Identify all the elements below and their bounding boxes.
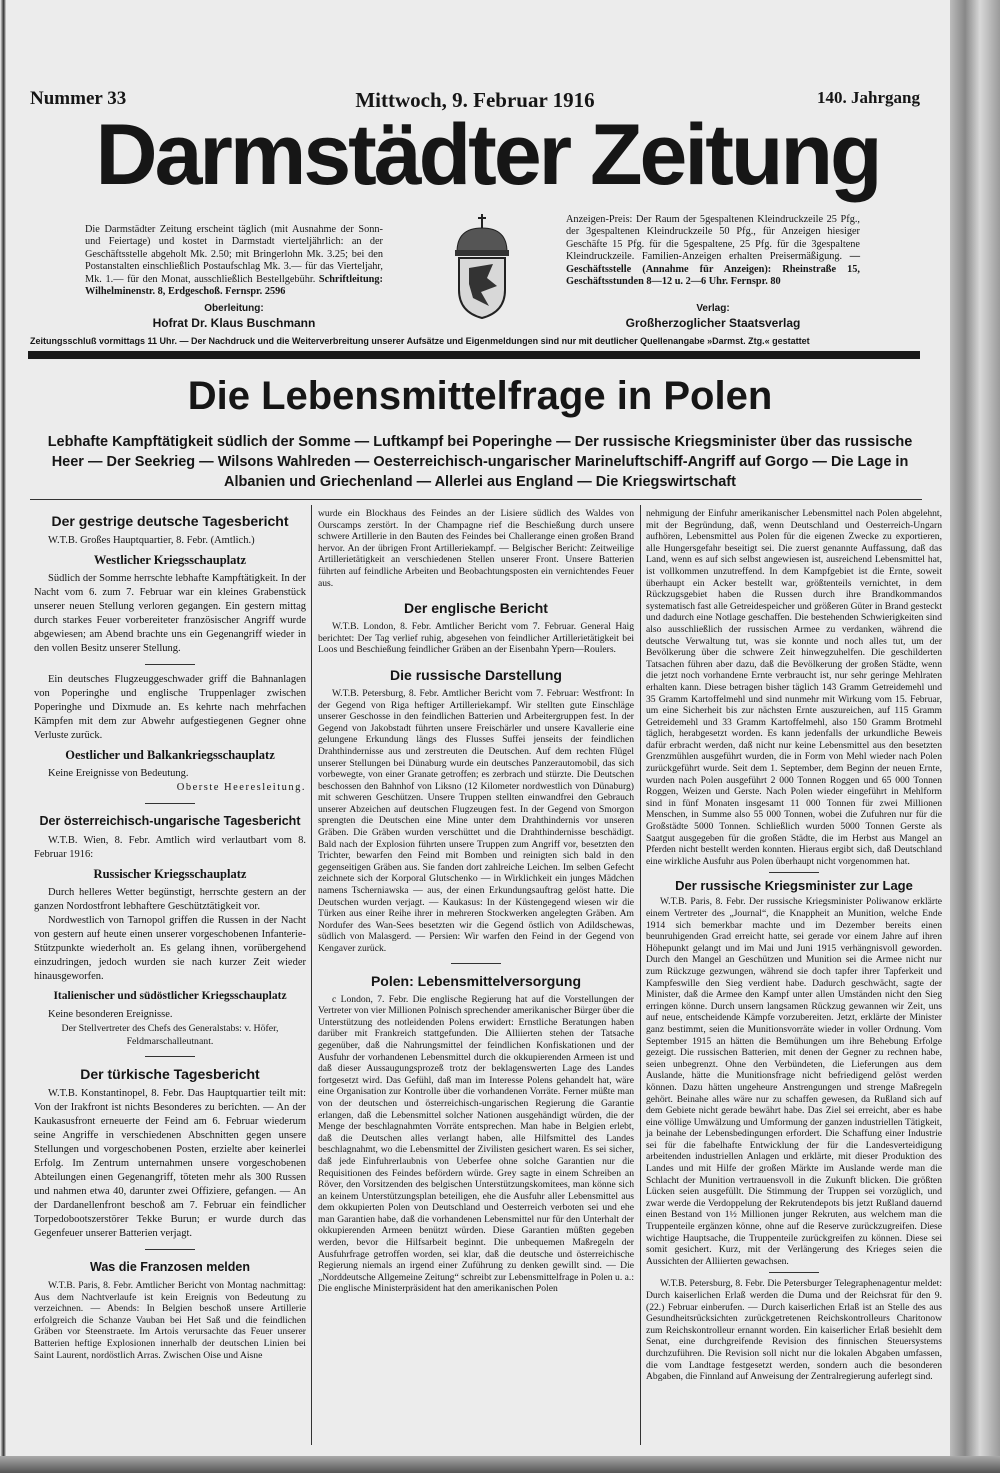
masthead: Darmstädter Zeitung <box>95 107 880 203</box>
signature: Der Stellvertreter des Chefs des Generalstabs: v. Höfer, Feldmarschalleutnant. <box>61 1023 279 1047</box>
column-3 <box>646 508 942 1383</box>
paragraph: nehmigung der Einfuhr amerikanischer Lebensmittel nach Polen abgelehnt, mit der Begründung, daß, wenn Deutschland und Oesterreich-Ungarn aufhören, Lebensmittel aus Polen für die eigenen Zwecke zu exportieren, alle Hungersgefahr beseitigt sei. Die zuerst genannte Auffassung, daß das Land, wenn es auf sich selbst angewiesen ist, ausreichend Lebensmittel hat, ist vollkommen unzutreffend. In dem Kampfgebiet ist die Ernte, soweit überhaupt ein Acker bestellt war, größtenteils vernichtet, in dem Rückzugsgebiet haben die Russen durch ihre Brandkommandos systematisch fast alle Getreidespeicher und größeren Güter in Brand gesteckt und dadurch eine Notlage geschaffen. Die bestehenden Schwierigkeiten sind also ausschließlich der russischen Armee zu verdanken, während die deutsche Verwaltung tut, was sie konnte und noch alles tut, um der Bevölkerung über die schwere Zeit hinwegzuhelfen. Die geschilderten Tatsachen führen aber dazu, daß die Bevölkerung der großen Städte, wenn die jetzt noch vorhandene Ernte verbraucht ist, nur sehr geringe Mehlraten erhalten kann. Diese betragen bisher täglich 143 Gramm Getreidemehl und 35 Gramm Kartoffelmehl und sind nunmehr mit Wirkung vom 15. Februar, um eine Sicherheit bis zur nächsten Ernte auszureichen, auf 115 Gramm Getreidemehl und 33 Gramm Kartoffelmehl, also 150 Gramm Brotmehl täglich, herabgesetzt worden. Es kann jedenfalls der urkundliche Beweis dafür erbracht werden, daß nicht nur keine Lebensmittel aus den besetzten Grenzmühlen ausgeführt wurden, die in Form von Mehl wieder nach Polen zurückgeführt wurde. Seit dem 1. September, dem Beginn der neuen Ernte, wurden nach Polen ausgeführt 2 000 Tonnen Roggen und 65 000 Tonnen Roggen, Weizen und Gerste. Nach Polen wieder eingeführt in Mehlform sind in fünf Monaten insgesamt 11 000 Tonnen für zwei Millionen Menschen, in Summe also 55 000 Tonnen, wobei die Zufuhren nur für die Großstädte 5000 Tonnen. Schließlich wurden 5000 Tonnen Gerste als Saatgut ausgegeben für die großen Städte, die im Herbst aus Mangel an Pferden nicht bestellt werden konnten. Hieraus ergibt sich, daß Deutschland eine wirkliche Ausfuhr aus Polen überhaupt nicht vorgenommen hat. <box>646 508 942 867</box>
paragraph: Ein deutsches Flugzeuggeschwader griff die Bahnanlagen von Poperinghe und englische Truppenlager zwischen Poperinghe und Dixmude an. Es kehrte nach mehrfachen Kämpfen mit dem zur Abwehr aufgestiegenen Gegner ohne Verluste zurück. <box>34 674 306 741</box>
article-title: Der österreichisch-ungarische Tagesbericht <box>39 814 301 828</box>
main-headline: Die Lebensmittelfrage in Polen <box>187 374 773 418</box>
paragraph: Keine besonderen Ereignisse. <box>48 1009 173 1020</box>
subscription-text: Die Darmstädter Zeitung erscheint täglich (mit Ausnahme der Sonn- und Feiertage) und kostet in Darmstadt vierteljährlich: an der Geschäftsstelle abgeholt Mk. 2.50; mit Bringerlohn Mk. 3.25; bei den Postanstalten einschließlich Postaufschlag Mk. 3.— für das Vierteljahr, Mk. 1.— für den Monat, ausschließlich Bestellgebühr. <box>85 224 383 285</box>
paragraph: W.T.B. Paris, 8. Febr. Amtlicher Bericht von Montag nachmittag: Aus dem Nachtverlaufe ist kein Ereignis von Bedeutung zu verzeichnen. — Abends: In Belgien beschoß unsere Artillerie erfolgreich die Schanze Vauban bei Het Saß und die feindlichen Gräben vor Steenstraete. Im Artois verursachte das Feuer unserer Batterien heftige Explosionen innerhalb der deutschen Linien bei Saint Laurent, nordöstlich Arras. Zwischen Oise und Aisne <box>34 1280 306 1361</box>
divider <box>145 664 195 665</box>
editorial-office: Schriftleitung: Wilhelminenstr. 8, Erdgeschoß. Fernspr. 2596 <box>85 273 383 298</box>
article-title: Der englische Bericht <box>404 600 548 617</box>
column-1 <box>34 508 306 1361</box>
issue-date: Mittwoch, 9. Februar 1916 <box>355 88 595 112</box>
section-subtitle: Italienischer und südöstlicher Kriegsschauplatz <box>53 990 287 1002</box>
divider <box>145 1056 195 1057</box>
divider <box>30 499 922 500</box>
paragraph: W.T.B. Wien, 8. Febr. Amtlich wird verlautbart vom 8. Februar 1916: <box>34 835 306 860</box>
ad-prices-text: Anzeigen-Preis: Der Raum der 5gespaltenen Kleindruckzeile 25 Pfg., der 3gespaltenen Kleindruckzeile 50 Pfg., für Anzeigen hiesiger Geschäfte 15 Pfg. für die 5gespaltene, 25 Pfg. für die 3gespaltene Kleindruckzeile. Familien-Anzeigen erhalten Preisermäßigung. <box>566 214 860 263</box>
page-edge-left <box>0 0 6 1473</box>
article-title: Der russische Kriegsminister zur Lage <box>675 878 913 894</box>
ad-prices <box>566 214 860 288</box>
contents-summary: Lebhafte Kampftätigkeit südlich der Somme — Luftkampf bei Poperinghe — Der russische Kriegsminister über das russische Heer — Der Seekrieg — Wilsons Wahlreden — Oesterreichisch-ungarischer Marineluftschiff-Angriff auf Gorgo — Die Lage in Albanien und Griechenland — Allerlei aus England — Die Kriegswirtschaft <box>47 434 913 490</box>
paragraph: Südlich der Somme herrschte lebhafte Kampftätigkeit. In der Nacht vom 6. zum 7. Februar war ein kleines Grabenstück unserer neuen Stellung verloren gegangen. Ein gestern mittag durch starkes Feuer vorbereiteter französischer Angriff wurde abgewiesen; am Abend brachte uns ein Gegenangriff wieder in den vollen Besitz unserer Stellung. <box>34 573 306 654</box>
coat-of-arms-icon <box>437 212 527 322</box>
paragraph: Keine Ereignisse von Bedeutung. <box>48 768 189 779</box>
column-divider <box>311 505 312 1445</box>
column-divider <box>640 505 641 1445</box>
paragraph: W.T.B. Konstantinopel, 8. Febr. Das Hauptquartier teilt mit: Von der Irakfront ist nichts Besonderes zu berichten. — An der Kaukasusfront erneuerte der Feind am 6. Februar wiederum seine Angriffe in verschiedenen Abschnitten gegen unsere Stellungen und vorgeschobenen Posten, erzielte aber keinerlei Erfolg. Im Zentrum unternahmen unsere vorgeschobenen Abteilungen einen Gegenangriff, töteten mehr als 300 Russen und nahmen etwa 40, darunter zwei Offiziere, gefangen. — An der Dardanellenfront beschoß am 7. Februar ein feindlicher Torpedobootszerstörer Tekke Burun; er wurde durch das Gegenfeuer unserer Batterien verjagt. <box>34 1088 306 1239</box>
divider <box>769 872 819 873</box>
subscription-info <box>85 224 383 298</box>
section-subtitle: Oestlicher und Balkankriegsschauplatz <box>65 748 275 762</box>
section-subtitle: Russischer Kriegsschauplatz <box>93 867 247 881</box>
paragraph: W.T.B. Petersburg, 8. Febr. Die Petersburger Telegraphenagentur meldet: Durch kaiserlichen Erlaß werden die Duma und der Reichsrat für den 9. (22.) Februar einberufen. — Durch kaiserlichen Erlaß ist an Stelle des aus Gesundheitsrücksichten zurückgetretenen Reichskontrolleurs Charitonow zum Reichskontrolleur ernannt worden. Ein kaiserlicher Erlaß besiehlt dem Senat, eine durchgreifende Revision des finnischen Steuersystems durchzuführen. Die Revision soll nicht nur die lokalen Abgaben umfassen, die vom Landtage festgesetzt werden, sondern auch die besonderen Abgaben, die Finnland auf Anweisung der Zentralregierung auferlegt sind. <box>646 1278 942 1383</box>
office-hours: — Geschäftsstelle (Annahme für Anzeigen): Rheinstraße 15, Geschäftsstunden 8—12 u. 2—6 Uhr. Fernspr. 80 <box>566 251 860 288</box>
management-name: Hofrat Dr. Klaus Buschmann <box>152 316 316 330</box>
publisher-name: Großherzoglicher Staatsverlag <box>625 316 801 330</box>
section-subtitle: Westlicher Kriegsschauplatz <box>93 553 247 567</box>
page-bottom-edge <box>0 1456 1000 1473</box>
volume: 140. Jahrgang <box>817 88 920 107</box>
article-title: Was die Franzosen melden <box>90 1260 250 1274</box>
masthead-rule <box>28 351 920 359</box>
paragraph: Durch helleres Wetter begünstigt, herrschte gestern an der ganzen Nordostfront lebhaftere Geschütztätigkeit vor. <box>34 887 306 912</box>
paragraph: W.T.B. Paris, 8. Febr. Der russische Kriegsminister Poliwanow erklärte einem Vertreter des „Journal“, die Knappheit an Munition, welche Ende 1914 sich bemerkbar machte und im Dezember bereits einen beunruhigenden Grad erreicht hatte, sei gerade vor einem Jahre auf ihren Höhepunkt gelangt und im Mai und Juni 1915 verhängnisvoll geworden. Durch den Mangel an Geschützen und Munition sei die Armee nicht nur zum Rückzuge gezwungen, während sie doch tapfer ihrer Tapferkeit und Kampfeswille den Sieg verdient habe. Dadurch geschwächt, sagte der Minister, daß die Armee den Kampf unter allen Umständen nicht den Sieg erringen könne. Durch unsern langsamen Rückzug gewannen wir Zeit, uns auf neue, entscheidende Kämpfe vorzubereiten. Jetzt, erklärte der Minister ganz bestimmt, seien die Munitionsvorräte wieder in voller Ordnung. Vom September 1915 an hätten die Bemühungen um ihre Behebung Erfolge gezeigt. Die russischen Batterien, mit denen der Gegner zu rechnen habe, seien unbegrenzt. Ohne den Verbündeten, die Lieferungen aus dem Auslande, hätte die Munitionsfrage nicht befriedigend gelöst werden können. Dazu hätten ungeheure Anstrengungen und strenge Maßregeln gehört. Beinahe alles wäre nur zu schaffen gewesen, da Rußland sich auf dem Gebiete nicht gerade bewährt habe. Das Ziel sei erreicht, aber es habe eine völlige Umwälzung und Umformung der ganzen industriellen Tätigkeit, ja beinahe der Lebensbedingungen erfordert. Die Schaffung einer Industrie sei für die fabelhafte Entwicklung der für die Landesverteidigung arbeitenden industriellen Anlagen und erklärte, mit dieser Produktion des Landes und mit Hilfe der großen Märkte im Auslande werde man die Schlacht der Munition vertrauensvoll in die Zukunft blicken. Die größten Lücken seien ausgefüllt. Die Stimmung der Truppen sei vorzüglich, und zwar werde die Verdoppelung der Rekrutendepots bis jetzt Rußland dauernd einen Bestand von 1½ Millionen junger Rekruten, aus welchem man die Truppenteile ergänzen könne, ohne auf die Reserve zurückzugreifen. Diese wichtige Hauptsache, die Truppenteile zurückgreifen zu können. Diese sei somit gesichert. Kurz, mit der Verlängerung des Krieges seien die Aussichten der Alliierten gewachsen. <box>646 896 942 1267</box>
divider <box>145 1249 195 1250</box>
issue-number: Nummer 33 <box>30 88 127 109</box>
paragraph: Nordwestlich von Tarnopol griffen die Russen in der Nacht von gestern auf heute einen unserer vorgeschobenen Infanterie-Stützpunkte wiederholt an. Es gelang ihnen, vorübergehend einzudringen, jedoch wurden sie nach kurzer Zeit wieder hinausgeworfen. <box>34 915 306 982</box>
divider <box>451 963 501 964</box>
article-title: Der türkische Tagesbericht <box>80 1066 260 1082</box>
article-title: Die russische Darstellung <box>390 666 562 683</box>
divider <box>769 1272 819 1273</box>
paragraph: W.T.B. Petersburg, 8. Febr. Amtlicher Bericht vom 7. Februar: Westfront: In der Gegend von Riga heftiger Artilleriekampf. Wir stellten gute Einschläge unserer Geschosse in den feindlichen Batterien und Arbeitergruppen fest. In der Gegend von Jakobstadt führten unsere Freischärler und unsere Kavallerie eine gelungene Erkundung längs des Flusses Suffei jenseits der feindlichen Drahthindernisse aus und zerstreuten die Deutschen. Auf dem rechten Flügel unserer Stellungen bei Dünaburg wurde ein deutsches Panzerautomobil, das sich vorbewegte, von einer Granate getroffen; es zerbrach und stürzte. Die Deutschen beschossen den Bahnhof von Liksno (12 Kilometer nordwestlich von Dünaburg) mit schweren Geschützen. Unsere Truppen stellten einwandfrei den Gebrauch unserer Abzeichen auf deutschen Flugzeugen fest. In der Gegend von Smorgon sprengten die Deutschen eine Mine unter dem Drahthindernis vor unseren Gräben. Die Gräben wurden verschüttet und die Drahthindernisse beschädigt. Bald nach der Explosion führten unsere Truppen zum Angriff vor, besetzten den Trichter, bewarfen den Feind mit Bomben und reinigten sich bald in den gegenseitigen Gräben aus. Sie fanden dort zahlreiche Leichen. Im selben Gefecht zeichnete sich der Korporal Glutschenko — in Wirklichkeit ein junges Mädchen namens Tscherniawska — aus, der einen Erkundungsauftrag gelöst hatte. Die Deutschen wurden verjagt. — Kaukasus: In der Küstengegend wiesen wir die Türken aus einer Reihe ihrer in mehreren Stockwerken angelegten Gräben. Am Nordufer des Wan-Sees besetzten wir die Gegend östlich von Adildschewas, südlich von Malasgerd. — Persien: Wir warfen den Feind in der Gegend von Kengaver zurück. <box>318 687 634 954</box>
column-2 <box>318 508 634 1295</box>
publisher-label: Verlag: <box>696 303 730 314</box>
signature: Oberste Heeresleitung. <box>176 782 306 793</box>
paragraph: c London, 7. Febr. Die englische Regierung hat auf die Vorstellungen der Vertreter von vier Millionen Polnisch sprechender amerikanischer Bürger über die Unterstützung des notleidenden Polens erwidert: Ernstliche Beratungen haben darüber mit Frankreich stattgefunden. Die Alliierten stehen der Tatsache gegenüber, daß die Nahrungsmittel der feindlichen Konfiskationen und der Ausfuhr der vorhandenen Lebensmittel durch die okkupierenden Armeen ist und daß dieser Aussaugungsprozeß trotz der beklagenswerten Lage des Landes fortgesetzt wird. Das Gefühl, daß man im Interesse Polens gehandelt hat, wäre eine Organisation zur Kontrolle über die vorhandenen Vorräte. Ferner müßte man von der deutschen und österreichisch-ungarischen Regierung die Garantie erlangen, daß die Lebensmittel solcher Nationen ausgehändigt würden, die der Menge der beschlagnahmten Vorräte entsprechen. Man habe in Belgien erlebt, daß die Deutschen alles verlangt haben, alle Hilfsmittel des Landes beschlagnahmt, wo die Lebensmittel der Zivilisten gesichert waren. Es sei sicher, daß jede Einfuhrerlaubnis von Ueberfee ohne solche Garantien nur die Requisitionen des Feindes befördern würde. Grey sagte in einem Schreiben an Röver, den Vorsitzenden des belgischen Unterstützungskomitees, man könne sich an keinem Unterstützungsplan beteiligen, ehe die Ausfuhr aller Lebensmittel aus dem okkupierten Polen von Deutschland und Oesterreich verboten sei und ehe man Garantien habe, daß die vorhandenen Lebensmittel nur für den Unterhalt der okkupierenden Armeen benützt würden. Diese Garantien müßten gegeben werden, bevor die Hilfsarbeit beginnt. Die unbequemen Maßregeln der Ausfuhrfrage getroffen worden, sei klar, daß die deutsche und österreichische Regierung niemals an irgend einer Zuführung zu denken gewillt sind. — Die „Norddeutsche Allgemeine Zeitung“ schreibt zur Lebensmittelfrage in Polen u. a.: Die englische Ministerpräsident hat den amerikanischen Polen <box>318 993 634 1295</box>
divider <box>145 803 195 804</box>
dateline: W.T.B. Großes Hauptquartier, 8. Febr. (Amtlich.) <box>48 535 255 546</box>
article-title: Der gestrige deutsche Tagesbericht <box>51 513 289 529</box>
reprint-notice: Zeitungsschluß vormittags 11 Uhr. — Der Nachdruck und die Weiterverbreitung unserer Aufsätze und Eigenmeldungen sind nur mit deutlicher Quellenangabe »Darmst. Ztg.« gestattet <box>30 336 810 346</box>
management-label: Oberleitung: <box>204 303 264 314</box>
paragraph: wurde ein Blockhaus des Feindes an der Lisiere südlich des Waldes von Ourscamps zerstört. In der Champagne rief die Beschießung durch unsere schwere Artillerie in den Bauten des Feindes bei Challerange einen großen Brand hervor. An der übrigen Front Artilleriekampf. — Belgischer Bericht: Zeitweilige Artillerietätigkeit an verschiedenen Stellen unserer Front. Unsere Batterien führten auf feindliche Arbeiten und Beobachtungsposten ein vernichtendes Feuer aus. <box>318 508 634 589</box>
article-title: Polen: Lebensmittelversorgung <box>370 972 582 989</box>
paragraph: W.T.B. London, 8. Febr. Amtlicher Bericht vom 7. Februar. General Haig berichtet: Der Tag verlief ruhig, abgesehen von feindlicher Artillerietätigkeit bei Loos und Beschießung feindlicher Gräben an der Eisenbahn Ypern—Roulers. <box>318 621 634 656</box>
page-edge-right <box>950 0 1000 1473</box>
